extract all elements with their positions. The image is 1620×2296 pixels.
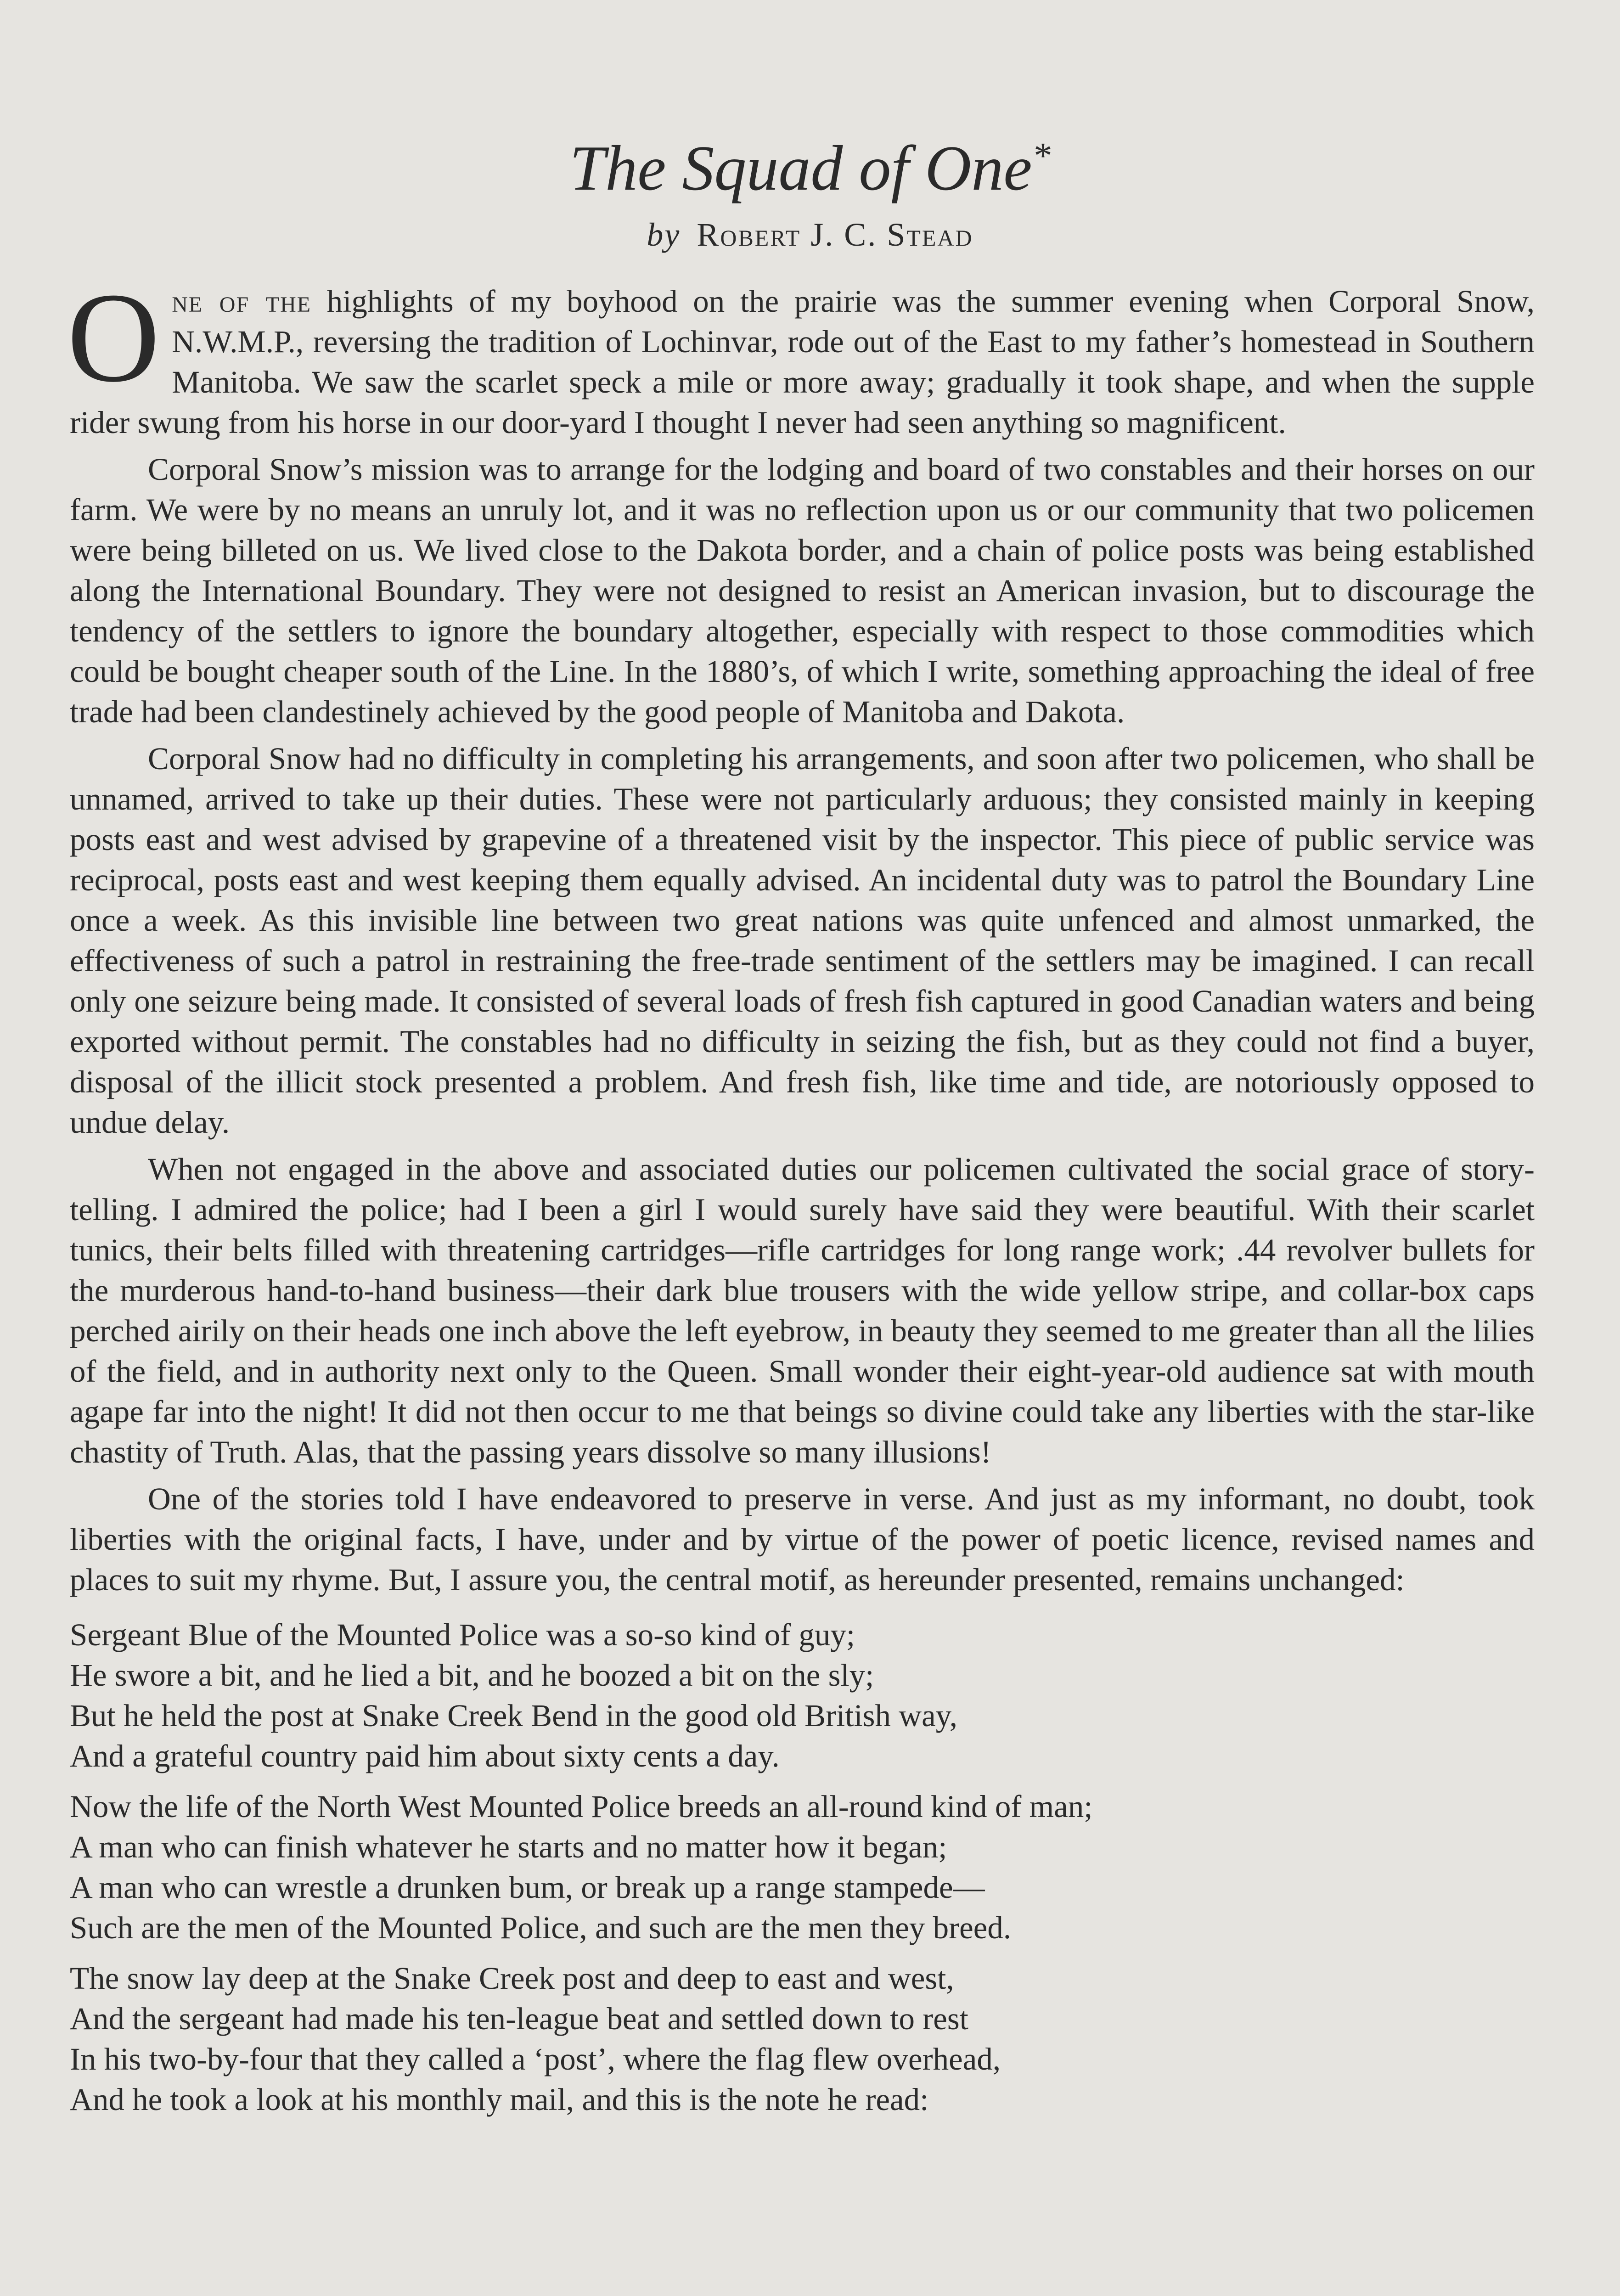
title-text: The Squad of One	[569, 133, 1032, 204]
poem	[70, 1615, 1535, 2120]
verse-line: And a grateful country paid him about sixty cents a day.	[70, 1739, 780, 1773]
title-footnote-mark: *	[1032, 135, 1051, 176]
paragraph-2: Corporal Snow’s mission was to arrange for the lodging and board of two constables and their horses on our farm. We were by no means an unruly lot, and it was no reflection upon us or our community that two policemen were being billeted on us. We lived close to the Dakota border, and a chain of police posts was being established along the International Boundary. They were not designed to resist an American invasion, but to discourage the tendency of the settlers to ignore the boundary altogether, especially with respect to those commodities which could be bought cheaper south of the Line. In the 1880’s, of which I write, something approaching the ideal of free trade had been clandestinely achieved by the good people of Manitoba and Dakota.	[70, 452, 1535, 729]
verse-line: Such are the men of the Mounted Police, and such are the men they breed.	[70, 1910, 1012, 1945]
paragraph-1	[67, 266, 1535, 443]
paragraph-3: Corporal Snow had no difficulty in completing his arrangements, and soon after two policemen, who shall be unnamed, arrived to take up their duties. These were not particularly arduous; they consisted mainly in keeping posts east and west advised by grapevine of a threatened visit by the inspector. This piece of public service was reciprocal, posts east and west keeping them equally advised. An incidental duty was to patrol the Boundary Line once a week. As this invisible line between two great nations was quite unfenced and almost unmarked, the effectiveness of such a patrol in restraining the free-trade sentiment of the settlers may be imagined. I can recall only one seizure being made. It consisted of several loads of fresh fish captured in good Canadian waters and being exported without permit. The constables had no difficulty in seizing the fish, but as they could not find a buyer, disposal of the illicit stock presented a problem. And fresh fish, like time and tide, are notoriously opposed to undue delay.	[70, 741, 1535, 1140]
verse-line: A man who can wrestle a drunken bum, or break up a range stampede—	[70, 1870, 985, 1905]
verse-line: Now the life of the North West Mounted Police breeds an all-round kind of man;	[70, 1789, 1093, 1824]
verse-line: The snow lay deep at the Snake Creek post and deep to east and west,	[70, 1961, 954, 1996]
paragraph-5: One of the stories told I have endeavored to preserve in verse. And just as my informant, no doubt, took liberties with the original facts, I have, under and by virtue of the power of poetic licence, revised names and places to suit my rhyme. But, I assure you, the central motif, as hereunder presented, remains unchanged:	[70, 1481, 1535, 1597]
article-body	[67, 266, 1535, 2130]
article-title	[0, 133, 1620, 204]
verse-line: He swore a bit, and he lied a bit, and he boozed a bit on the sly;	[70, 1658, 874, 1693]
verse-line: A man who can finish whatever he starts and no matter how it began;	[70, 1829, 947, 1864]
verse-line: And the sergeant had made his ten-league beat and settled down to rest	[70, 2001, 968, 2036]
stanza-1	[70, 1615, 1535, 1776]
verse-line: In his two-by-four that they called a ‘post’, where the flag flew overhead,	[70, 2042, 1001, 2077]
lead-in: ne of the	[172, 284, 312, 319]
verse-line: And he took a look at his monthly mail, and this is the note he read:	[70, 2082, 929, 2117]
byline	[0, 216, 1620, 254]
byline-author: Robert J. C. Stead	[697, 216, 973, 253]
drop-cap: O	[67, 266, 160, 409]
verse-line: But he held the post at Snake Creek Bend in the good old British way,	[70, 1698, 957, 1733]
stanza-3	[70, 1958, 1535, 2120]
paragraph-4: When not engaged in the above and associated duties our policemen cultivated the social grace of story-telling. I admired the police; had I been a girl I would surely have said they were beautiful. With their scarlet tunics, their belts filled with threatening cartridges—rifle cartridges for long range work; .44 revolver bullets for the murderous hand-to-hand business—their dark blue trousers with the wide yellow stripe, and collar-box caps perched airily on their heads one inch above the left eyebrow, in beauty they seemed to me greater than all the lilies of the field, and in authority next only to the Queen. Small wonder their eight-year-old audience sat with mouth agape far into the night! It did not then occur to me that beings so divine could take any liberties with the star-like chastity of Truth. Alas, that the passing years dissolve so many illusions!	[70, 1152, 1535, 1469]
paragraph-1-text: highlights of my boyhood on the prairie was the summer evening when Corporal Snow, N.W.M.P., reversing the tradition of Lochinvar, rode out of the East to my father’s homestead in Southern Manitoba. We saw the scarlet speck a mile or more away; gradually it took shape, and when the supple rider swung from his horse in our door-yard I thought I never had seen anything so magnificent.	[70, 284, 1535, 440]
stanza-2	[70, 1786, 1535, 1948]
verse-line: Sergeant Blue of the Mounted Police was a so-so kind of guy;	[70, 1617, 855, 1652]
byline-by: by	[647, 216, 681, 253]
